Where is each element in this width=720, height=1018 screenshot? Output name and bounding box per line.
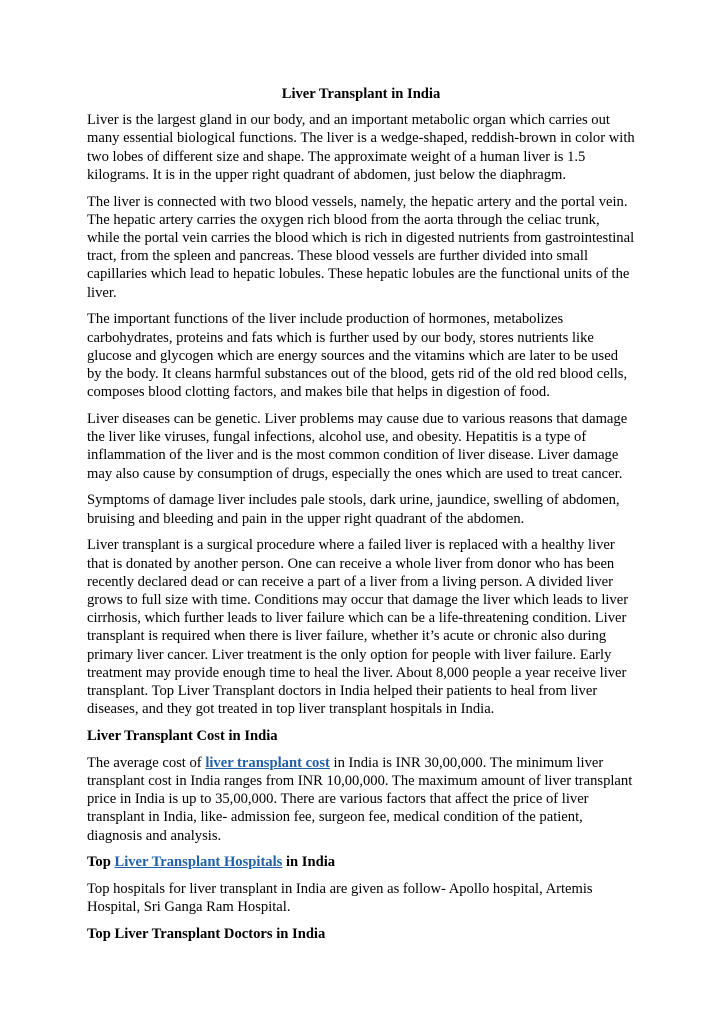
document-page — [87, 85, 635, 952]
paragraph-functions: The important functions of the liver include production of hormones, metabolizes carbohydrates, proteins and fats which is further used by our body, stores nutrients like glucose and glycogen which are energy sources and the vitamins which are later to be used by the body. It cleans harmful substances out of the blood, gets rid of the old red blood cells, composes blood clotting factors, and makes bile that helps in digestion of food. — [87, 311, 628, 401]
paragraph-cost — [87, 754, 635, 845]
hospitals-heading-suffix: in India — [282, 854, 336, 871]
paragraph-diseases: Liver diseases can be genetic. Liver problems may cause due to various reasons that damage the liver like viruses, fungal infections, alcohol use, and obesity. Hepatitis is a type of inflammation of the liver and is the most common condition of liver disease. Liver damage may also cause by consumption of drugs, especially the ones which are used to treat cancer. — [87, 411, 628, 482]
paragraph-transplant: Liver transplant is a surgical procedure where a failed liver is replaced with a healthy liver that is donated by another person. One can receive a whole liver from donor who has been recently declared dead or can receive a part of a liver from a living person. A divided liver grows to full size with time. Conditions may occur that damage the liver which leads to liver cirrhosis, which further leads to liver failure which can be a life-threatening condition. Liver transplant is required when there is liver failure, whether it’s acute or chronic also during primary liver cancer. Liver treatment is the only option for people with liver failure. Early treatment may provide enough time to heal the liver. About 8,000 people a year receive liver transplant. Top Liver Transplant doctors in India helped their patients to heal from liver diseases, and they got treated in top liver transplant hospitals in India. — [87, 537, 629, 718]
cost-heading: Liver Transplant Cost in India — [87, 728, 278, 745]
paragraph-hospitals: Top hospitals for liver transplant in India are given as follow- Apollo hospital, Artemis Hospital, Sri Ganga Ram Hospital. — [87, 881, 593, 916]
liver-transplant-cost-link[interactable]: liver transplant cost — [205, 754, 330, 771]
paragraph-intro: Liver is the largest gland in our body, and an important metabolic organ which carries out many essential biological functions. The liver is a wedge-shaped, reddish-brown in color with two lobes of different size and shape. The approximate weight of a human liver is 1.5 kilograms. It is in the upper right quadrant of abdomen, just below the diaphragm. — [87, 112, 635, 183]
hospitals-heading — [87, 853, 635, 871]
liver-transplant-hospitals-link[interactable]: Liver Transplant Hospitals — [114, 854, 283, 871]
cost-text-before: The average cost of — [87, 754, 206, 771]
doctors-heading: Top Liver Transplant Doctors in India — [87, 926, 326, 943]
paragraph-symptoms: Symptoms of damage liver includes pale stools, dark urine, jaundice, swelling of abdomen, bruising and bleeding and pain in the upper right quadrant of the abdomen. — [87, 492, 620, 527]
paragraph-blood-vessels: The liver is connected with two blood vessels, namely, the hepatic artery and the portal vein. The hepatic artery carries the oxygen rich blood from the aorta through the celiac trunk, while the portal vein carries the blood which is rich in digested nutrients from gastrointestinal tract, from the spleen and pancreas. These blood vessels are further divided into small capillaries which lead to hepatic lobules. These hepatic lobules are the functional units of the liver. — [87, 193, 635, 301]
cost-text-after: in India is INR 30,00,000. The minimum liver transplant cost in India ranges from INR 10,00,000. The maximum amount of liver transplant price in India is up to 35,00,000. There are various factors that affect the price of liver transplant in India, like- admission fee, surgeon fee, medical condition of the patient, diagnosis and analysis. — [87, 754, 633, 844]
hospitals-heading-prefix: Top — [87, 854, 115, 871]
document-title: Liver Transplant in India — [281, 86, 441, 102]
